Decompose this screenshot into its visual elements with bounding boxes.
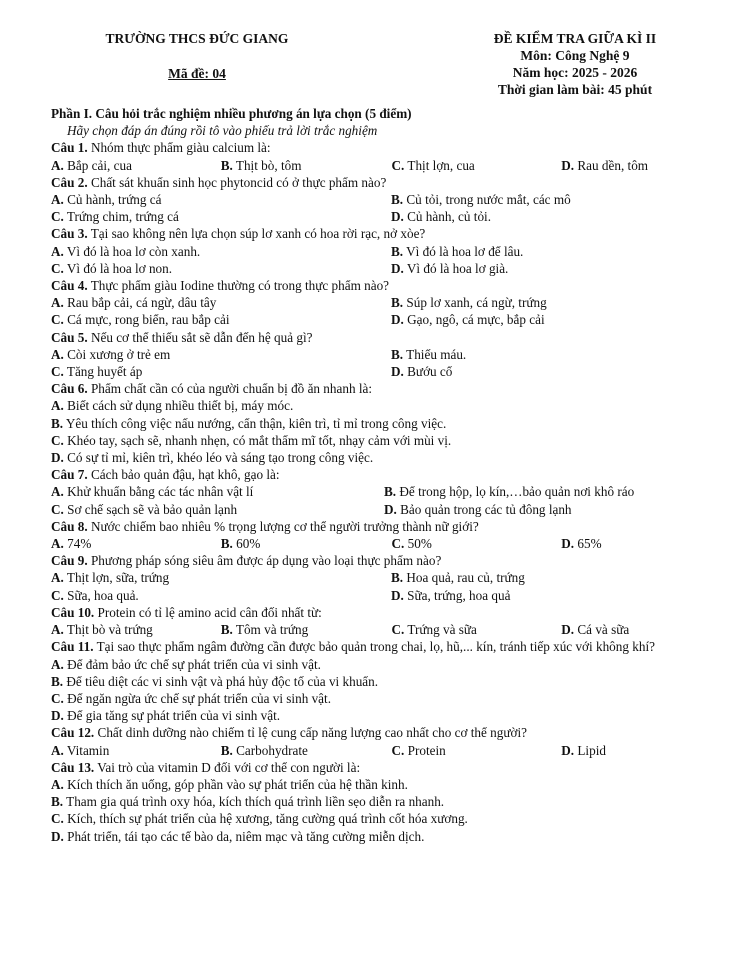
answer-option [51, 690, 731, 707]
question-label: Câu 9. [51, 553, 88, 569]
option-text: Bướu cổ [403, 364, 453, 380]
option-text: Thịt lợn, cua [404, 157, 475, 173]
option-letter: C. [51, 364, 64, 380]
answer-option [384, 501, 727, 518]
option-text: Thịt bò, tôm [232, 157, 302, 173]
option-text: Yêu thích công việc nấu nướng, cẩn thận, kiên trì, tỉ mỉ trong công việc. [63, 415, 447, 431]
option-letter: D. [561, 157, 575, 173]
option-letter: B. [220, 157, 233, 173]
option-text: Rau bắp cải, cá ngừ, dâu tây [63, 295, 217, 311]
option-letter: D. [561, 536, 575, 552]
option-text: 65% [574, 536, 602, 552]
option-text: 60% [232, 536, 261, 552]
option-letter: B. [220, 536, 233, 552]
option-text: Sữa, trứng, hoa quả [403, 587, 511, 603]
option-text: Lipid [574, 742, 606, 758]
answer-option [391, 260, 731, 277]
option-letter: B. [391, 346, 404, 362]
options-row [51, 294, 731, 311]
question-12 [51, 724, 731, 758]
subject: Môn: Công Nghệ 9 [520, 48, 630, 63]
question-text: Phương pháp sóng siêu âm được áp dụng vào loại thực phẩm nào? [87, 553, 442, 569]
options-row [51, 191, 731, 208]
answer-option [51, 501, 384, 518]
option-text: Có sự tỉ mỉ, kiên trì, khéo léo và sáng tạo trong công việc. [63, 450, 374, 466]
answer-option [51, 828, 731, 845]
question-8 [51, 518, 731, 552]
question-label: Câu 5. [51, 329, 88, 345]
option-letter: D. [561, 622, 575, 638]
option-text: Để gia tăng sự phát triển của vi sinh vật. [63, 708, 281, 724]
school-name: TRƯỜNG THCS ĐỨC GIANG [105, 31, 289, 46]
options-row [51, 501, 731, 518]
question-label: Câu 13. [51, 759, 95, 775]
question-stem [51, 638, 731, 655]
question-text: Chất dinh dưỡng nào chiếm tỉ lệ cung cấp năng lượng cao nhất cho cơ thể người? [94, 725, 527, 741]
option-text: Cá mực, rong biển, rau bắp cải [63, 312, 230, 328]
option-letter: B. [391, 295, 404, 311]
answer-option [51, 742, 221, 759]
exam-code: Mã đề: 04 [168, 66, 226, 81]
option-letter: A. [51, 742, 64, 758]
question-5 [51, 329, 731, 381]
option-text: Kích thích ăn uống, góp phần vào sự phát triển của hệ thần kinh. [63, 776, 408, 792]
question-7 [51, 466, 731, 518]
answer-option [392, 742, 562, 759]
question-label: Câu 2. [51, 174, 88, 190]
options-row [51, 621, 731, 638]
answer-option [561, 535, 731, 552]
answer-option [561, 742, 731, 759]
answer-option [561, 157, 731, 174]
question-label: Câu 10. [51, 604, 95, 620]
options-row [51, 742, 731, 759]
options-row [51, 569, 731, 586]
option-text: Sữa, hoa quả. [63, 587, 139, 603]
option-text: Vì đó là hoa lơ để lâu. [403, 243, 524, 259]
question-text: Vai trò của vitamin D đối với cơ thể con người là: [94, 759, 361, 775]
options-row [51, 587, 731, 604]
option-letter: A. [51, 622, 64, 638]
option-letter: D. [391, 364, 404, 380]
option-letter: C. [51, 432, 64, 448]
option-letter: D. [51, 828, 64, 844]
option-letter: C. [391, 622, 405, 638]
question-9 [51, 552, 731, 604]
option-text: Thịt lợn, sữa, trứng [63, 570, 170, 586]
option-text: Vitamin [63, 742, 110, 758]
option-letter: A. [51, 484, 64, 500]
option-letter: D. [391, 587, 404, 603]
answer-option [391, 363, 731, 380]
answer-option [221, 535, 392, 552]
answer-option [384, 483, 727, 500]
question-text: Chất sát khuẩn sinh học phytoncid có ở thực phẩm nào? [87, 174, 387, 190]
option-text: Gạo, ngô, cá mực, bắp cải [403, 312, 545, 328]
question-label: Câu 11. [51, 639, 94, 655]
option-text: Hoa quả, rau củ, trứng [403, 570, 525, 586]
exam-header-right [440, 30, 710, 98]
question-label: Câu 3. [51, 226, 88, 242]
answer-option [391, 569, 731, 586]
answer-option [392, 535, 562, 552]
question-text: Nước chiếm bao nhiêu % trọng lượng cơ thể người trưởng thành nữ giới? [87, 518, 479, 534]
option-text: Bắp cải, cua [63, 157, 132, 173]
answer-option [51, 810, 731, 827]
answer-option [51, 191, 391, 208]
option-text: Thiếu máu. [403, 346, 467, 362]
option-text: Trứng và sữa [404, 622, 477, 638]
question-13 [51, 759, 731, 845]
question-stem [51, 552, 731, 569]
option-letter: D. [561, 742, 575, 758]
question-10 [51, 604, 731, 638]
option-text: Để ngăn ngừa ức chế sự phát triển của vi sinh vật. [63, 690, 331, 706]
question-text: Thực phẩm giàu Iodine thường có trong thực phẩm nào? [87, 278, 390, 294]
answer-option [51, 673, 731, 690]
option-letter: B. [51, 415, 64, 431]
option-letter: A. [51, 656, 64, 672]
option-letter: D. [51, 450, 64, 466]
answer-option [391, 311, 731, 328]
question-6 [51, 380, 731, 466]
question-label: Câu 6. [51, 381, 88, 397]
option-letter: B. [220, 742, 233, 758]
option-text: Để trong hộp, lọ kín,…bảo quản nơi khô ráo [396, 484, 635, 500]
school-year: Năm học: 2025 - 2026 [512, 65, 638, 80]
question-stem [51, 277, 731, 294]
option-letter: B. [391, 243, 404, 259]
option-letter: B. [220, 622, 233, 638]
exam-title: ĐỀ KIỂM TRA GIỮA KÌ II [493, 31, 657, 46]
answer-option [221, 621, 392, 638]
option-text: Trứng chim, trứng cá [63, 209, 179, 225]
option-text: Vì đó là hoa lơ còn xanh. [63, 243, 201, 259]
question-label: Câu 8. [51, 518, 88, 534]
option-letter: C. [51, 501, 64, 517]
question-text: Protein có tỉ lệ amino acid cân đối nhất từ: [94, 604, 322, 620]
question-stem [51, 225, 731, 242]
option-letter: A. [51, 536, 64, 552]
option-letter: B. [51, 794, 64, 810]
question-text: Phẩm chất cần có của người chuẩn bị đồ ăn nhanh là: [87, 381, 373, 397]
answer-option [51, 621, 221, 638]
option-letter: D. [391, 209, 404, 225]
option-letter: D. [391, 260, 404, 276]
answer-option [51, 363, 391, 380]
option-text: Kích, thích sự phát triển của hệ xương, tăng cường quá trình cốt hóa xương. [63, 811, 468, 827]
answer-option [392, 621, 562, 638]
option-letter: A. [51, 243, 64, 259]
answer-option [221, 157, 392, 174]
option-text: Sơ chế sạch sẽ và bảo quản lạnh [63, 501, 238, 517]
question-stem [51, 518, 731, 535]
exam-content [51, 105, 731, 845]
option-text: 50% [404, 536, 432, 552]
answer-option [51, 157, 221, 174]
option-text: Còi xương ở trẻ em [63, 346, 171, 362]
option-text: Protein [404, 742, 446, 758]
options-row [51, 157, 731, 174]
option-letter: A. [51, 346, 64, 362]
question-label: Câu 1. [51, 140, 88, 156]
answer-option [391, 243, 731, 260]
question-label: Câu 12. [51, 725, 95, 741]
option-letter: C. [391, 742, 405, 758]
question-stem [51, 174, 731, 191]
answer-option [391, 346, 731, 363]
option-letter: B. [384, 484, 397, 500]
option-letter: C. [51, 811, 64, 827]
answer-option [51, 397, 731, 414]
answer-option [51, 243, 391, 260]
option-text: Biết cách sử dụng nhiều thiết bị, máy móc. [63, 398, 294, 414]
option-letter: B. [51, 673, 64, 689]
option-text: Vì đó là hoa lơ già. [403, 260, 509, 276]
duration: Thời gian làm bài: 45 phút [497, 82, 653, 97]
option-text: Củ hành, củ tỏi. [403, 209, 492, 225]
answer-option [51, 776, 731, 793]
question-stem [51, 139, 731, 156]
option-text: Khéo tay, sạch sẽ, nhanh nhẹn, có mắt thẩm mĩ tốt, nhạy cảm với mùi vị. [63, 432, 452, 448]
question-list [51, 139, 731, 844]
option-letter: D. [384, 501, 397, 517]
question-3 [51, 225, 731, 277]
question-text: Nếu cơ thể thiếu sắt sẽ dẫn đến hệ quả gì? [87, 329, 313, 345]
question-text: Cách bảo quản đậu, hạt khô, gạo là: [87, 467, 280, 483]
answer-option [51, 311, 391, 328]
options-row [51, 535, 731, 552]
answer-option [51, 346, 391, 363]
answer-option [51, 483, 384, 500]
answer-option [51, 793, 731, 810]
options-row [51, 243, 731, 260]
question-label: Câu 4. [51, 278, 88, 294]
option-letter: A. [51, 192, 64, 208]
option-letter: B. [391, 192, 404, 208]
answer-option [221, 742, 392, 759]
question-stem [51, 329, 731, 346]
options-row [51, 346, 731, 363]
option-text: Để đảm bảo ức chế sự phát triển của vi sinh vật. [63, 656, 321, 672]
answer-option [51, 294, 391, 311]
question-stem [51, 380, 731, 397]
answer-option [51, 260, 391, 277]
option-letter: C. [51, 312, 64, 328]
question-4 [51, 277, 731, 329]
option-letter: C. [51, 587, 64, 603]
answer-option [392, 157, 562, 174]
answer-option [391, 587, 731, 604]
option-text: Súp lơ xanh, cá ngừ, trứng [403, 295, 547, 311]
section-instruction: Hãy chọn đáp án đúng rồi tô vào phiếu trả lời trắc nghiệm [67, 123, 378, 139]
answer-option [391, 191, 731, 208]
option-letter: A. [51, 570, 64, 586]
options-row [51, 208, 731, 225]
option-letter: A. [51, 157, 64, 173]
answer-option [51, 587, 391, 604]
answer-option [51, 415, 731, 432]
option-text: Carbohydrate [232, 742, 308, 758]
option-letter: B. [391, 570, 404, 586]
question-stem [51, 759, 731, 776]
question-stem [51, 466, 731, 483]
question-text: Tại sao không nên lựa chọn súp lơ xanh có hoa rời rạc, nở xòe? [87, 226, 426, 242]
option-letter: C. [51, 690, 64, 706]
option-text: Bảo quản trong các tủ đông lạnh [396, 501, 572, 517]
option-text: Cá và sữa [574, 622, 630, 638]
option-text: Rau dền, tôm [574, 157, 649, 173]
question-2 [51, 174, 731, 226]
option-text: Tham gia quá trình oxy hóa, kích thích quá trình liền sẹo diễn ra nhanh. [63, 794, 445, 810]
option-letter: C. [51, 209, 64, 225]
options-row [51, 311, 731, 328]
section-title: Phần I. Câu hỏi trắc nghiệm nhiều phương án lựa chọn (5 điểm) [51, 106, 412, 121]
option-letter: C. [391, 536, 405, 552]
question-text: Nhóm thực phẩm giàu calcium là: [87, 140, 271, 156]
answer-option [51, 707, 731, 724]
option-letter: A. [51, 398, 64, 414]
question-1 [51, 139, 731, 173]
question-stem [51, 604, 731, 621]
answer-option [51, 208, 391, 225]
question-text: Tại sao thực phẩm ngâm đường cần được bảo quản trong chai, lọ, hũ,... kín, tránh tiếp xúc với không khí? [93, 639, 655, 655]
option-text: Khử khuẩn bằng các tác nhân vật lí [63, 484, 254, 500]
option-text: Tôm và trứng [232, 622, 309, 638]
option-text: 74% [63, 536, 92, 552]
option-text: Tăng huyết áp [63, 364, 143, 380]
option-letter: C. [51, 260, 64, 276]
options-row [51, 260, 731, 277]
option-text: Vì đó là hoa lơ non. [63, 260, 173, 276]
option-letter: C. [391, 157, 405, 173]
option-text: Phát triển, tái tạo các tế bào da, niêm mạc và tăng cường miễn dịch. [63, 828, 425, 844]
option-letter: A. [51, 295, 64, 311]
option-text: Để tiêu diệt các vi sinh vật và phá hủy độc tố của vi khuẩn. [63, 673, 379, 689]
option-text: Củ tỏi, trong nước mắt, các mô [403, 192, 571, 208]
answer-option [561, 621, 731, 638]
option-letter: D. [51, 708, 64, 724]
options-row [51, 483, 731, 500]
answer-option [391, 208, 731, 225]
option-letter: D. [391, 312, 404, 328]
answer-option [51, 432, 731, 449]
options-row [51, 363, 731, 380]
option-text: Củ hành, trứng cá [63, 192, 162, 208]
answer-option [391, 294, 731, 311]
answer-option [51, 569, 391, 586]
option-letter: A. [51, 776, 64, 792]
question-stem [51, 724, 731, 741]
answer-option [51, 656, 731, 673]
question-label: Câu 7. [51, 467, 88, 483]
answer-option [51, 535, 221, 552]
option-text: Thịt bò và trứng [63, 622, 153, 638]
answer-option [51, 449, 731, 466]
question-11 [51, 638, 731, 724]
